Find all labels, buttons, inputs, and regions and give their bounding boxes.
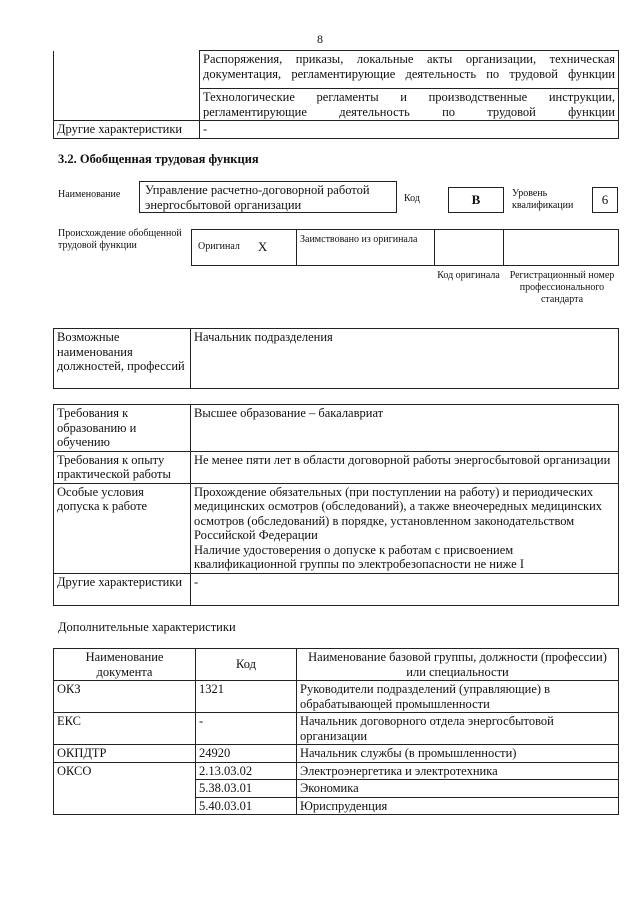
origin-table bbox=[191, 229, 619, 266]
page-number: 8 bbox=[317, 32, 323, 46]
header-name: Наименование базовой группы, должности (профессии) или специальности bbox=[297, 649, 619, 681]
code-caption: Код оригинала bbox=[437, 270, 500, 281]
original-mark: X bbox=[257, 238, 268, 254]
table-header-row bbox=[54, 649, 619, 681]
table-row bbox=[54, 405, 619, 452]
table-row bbox=[54, 483, 619, 573]
level-label: Уровень квалификации bbox=[512, 188, 574, 211]
req-conditions-value bbox=[191, 483, 619, 573]
header-code: Код bbox=[196, 649, 297, 681]
row-code: 24920 bbox=[196, 745, 297, 763]
top-table-empty-cell bbox=[54, 51, 200, 121]
original-label: Оригинал bbox=[198, 241, 240, 252]
positions-label: Возможные наименования должностей, профессий bbox=[54, 329, 191, 389]
row-code: 5.40.03.01 bbox=[196, 797, 297, 815]
row-code: - bbox=[196, 713, 297, 745]
table-row bbox=[54, 681, 619, 713]
code-value: B bbox=[448, 187, 504, 213]
header-doc: Наименование документа bbox=[54, 649, 196, 681]
top-table-other-value: - bbox=[200, 121, 619, 139]
positions-table bbox=[53, 328, 619, 389]
borrowed-label: Заимствовано из оригинала bbox=[297, 230, 435, 266]
row-name: Начальник службы (в промышленности) bbox=[297, 745, 619, 763]
top-table-row1: Распоряжения, приказы, локальные акты организации, техническая документация, регламентирующие деятельность по трудовой функции bbox=[200, 51, 619, 89]
name-label: Наименование bbox=[58, 189, 121, 200]
req-other-label: Другие характеристики bbox=[54, 573, 191, 605]
table-row bbox=[54, 762, 619, 780]
table-row bbox=[54, 573, 619, 605]
row-name: Экономика bbox=[297, 780, 619, 798]
row-doc: ОКПДТР bbox=[54, 745, 196, 763]
section-title: 3.2. Обобщенная трудовая функция bbox=[58, 152, 259, 166]
req-experience-value: Не менее пяти лет в области договорной работы энергосбытовой организации bbox=[191, 451, 619, 483]
reg-caption: Регистрационный номер профессионального стандарта bbox=[509, 270, 615, 305]
origin-code-cell bbox=[435, 230, 504, 266]
code-label: Код bbox=[404, 193, 420, 204]
top-table-other-label: Другие характеристики bbox=[54, 121, 200, 139]
table-row bbox=[54, 745, 619, 763]
row-code: 1321 bbox=[196, 681, 297, 713]
req-conditions-text-1: Прохождение обязательных (при поступлении на работу) и периодических медицинских осмотров (обследований), а также внеочередных медицинских осмотров (обследований) в порядке, установленном законодательством Российской Федерации bbox=[194, 484, 603, 542]
row-name: Электроэнергетика и электротехника bbox=[297, 762, 619, 780]
top-table-row2: Технологические регламенты и производственные инструкции, регламентирующие деятельность по трудовой функции bbox=[200, 89, 619, 121]
row-name: Юриспруденция bbox=[297, 797, 619, 815]
origin-label: Происхождение обобщенной трудовой функции bbox=[58, 228, 182, 251]
requirements-table bbox=[53, 404, 619, 606]
row-code: 2.13.03.02 bbox=[196, 762, 297, 780]
origin-original-cell bbox=[192, 230, 297, 266]
row-name: Руководители подразделений (управляющие) в обрабатывающей промышленности bbox=[297, 681, 619, 713]
level-value: 6 bbox=[592, 187, 618, 213]
row-doc: ОКСО bbox=[54, 762, 196, 815]
row-code: 5.38.03.01 bbox=[196, 780, 297, 798]
req-education-value: Высшее образование – бакалавриат bbox=[191, 405, 619, 452]
table-row bbox=[54, 713, 619, 745]
req-experience-label: Требования к опыту практической работы bbox=[54, 451, 191, 483]
table-row bbox=[54, 451, 619, 483]
additional-title: Дополнительные характеристики bbox=[58, 620, 236, 634]
req-education-label: Требования к образованию и обучению bbox=[54, 405, 191, 452]
req-conditions-text-2: Наличие удостоверения о допуске к работам с присвоением квалификационной группы по электробезопасности не ниже I bbox=[194, 542, 524, 571]
row-name: Начальник договорного отдела энергосбытовой организации bbox=[297, 713, 619, 745]
additional-table bbox=[53, 648, 619, 815]
positions-value: Начальник подразделения bbox=[191, 329, 619, 389]
row-doc: ЕКС bbox=[54, 713, 196, 745]
origin-reg-cell bbox=[504, 230, 619, 266]
top-table bbox=[53, 50, 619, 139]
req-other-value: - bbox=[191, 573, 619, 605]
name-value: Управление расчетно-договорной работой энергосбытовой организации bbox=[139, 181, 397, 213]
req-conditions-label: Особые условия допуска к работе bbox=[54, 483, 191, 573]
row-doc: ОКЗ bbox=[54, 681, 196, 713]
